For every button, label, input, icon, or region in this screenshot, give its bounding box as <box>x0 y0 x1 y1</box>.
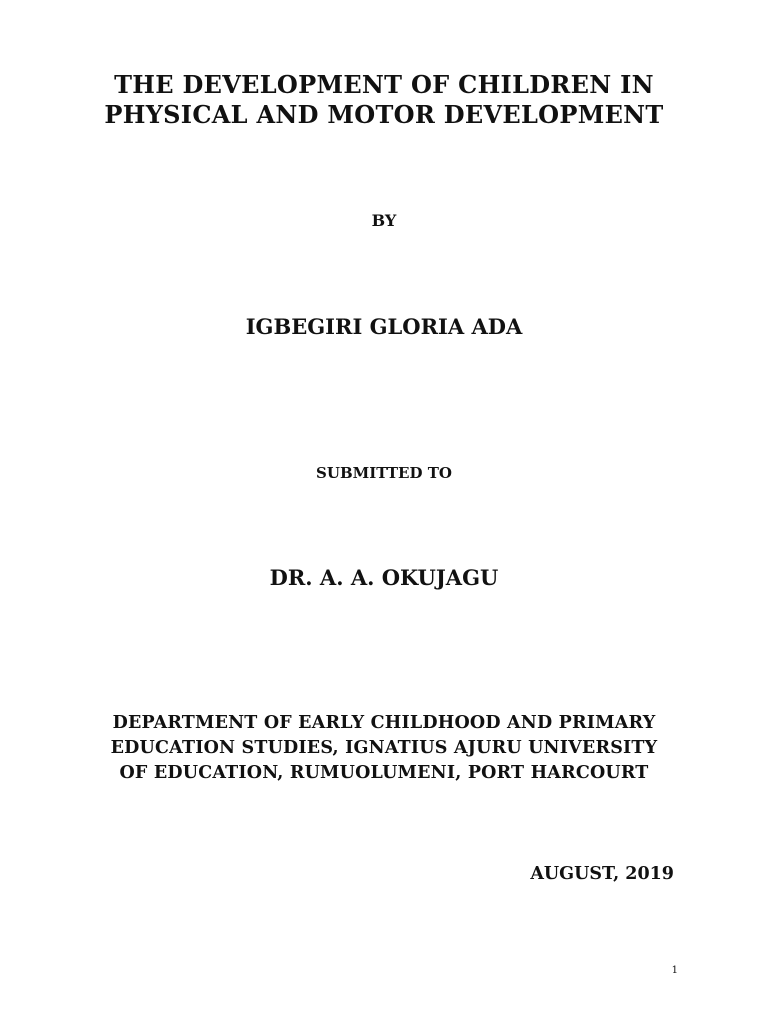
submitted-to-label: SUBMITTED TO <box>316 464 452 482</box>
page-number: 1 <box>671 965 678 976</box>
supervisor-name: DR. A. A. OKUJAGU <box>269 565 499 590</box>
submission-date: AUGUST, 2019 <box>530 864 674 884</box>
by-label: BY <box>371 211 397 230</box>
document-title <box>0 70 768 130</box>
title-line-1: THE DEVELOPMENT OF CHILDREN IN <box>114 70 654 99</box>
department-block <box>0 711 768 786</box>
title-line-2: PHYSICAL AND MOTOR DEVELOPMENT <box>104 100 664 129</box>
department-line-2: EDUCATION STUDIES, IGNATIUS AJURU UNIVERSITY <box>110 738 658 758</box>
author-name: IGBEGIRI GLORIA ADA <box>245 314 523 339</box>
department-line-1: DEPARTMENT OF EARLY CHILDHOOD AND PRIMARY <box>112 713 656 733</box>
department-line-3: OF EDUCATION, RUMUOLUMENI, PORT HARCOURT <box>119 763 649 783</box>
